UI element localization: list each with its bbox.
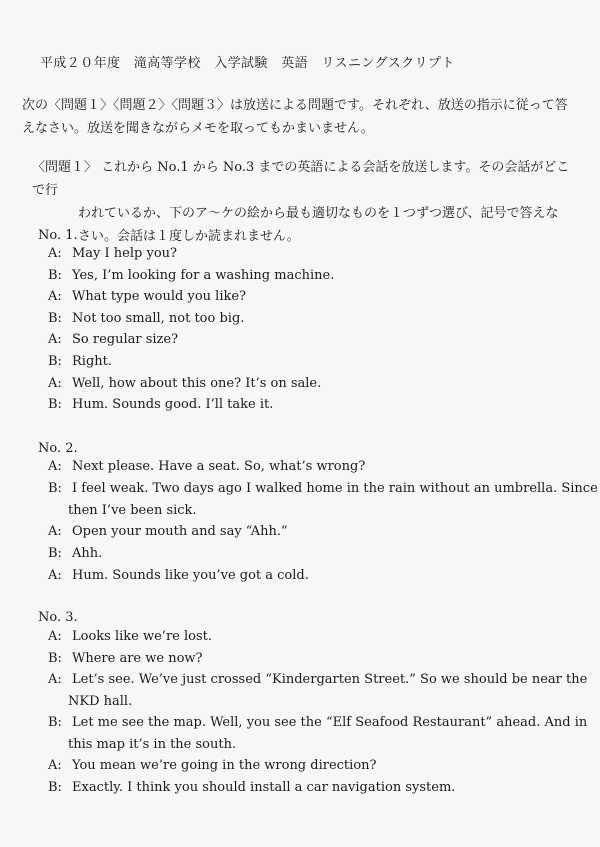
dialogue-line [48, 626, 568, 648]
dialogue-text: Not too small, not too big. [72, 310, 245, 326]
dialogue-text: Let me see the map. Well, you see the “Elf Seafood Restaurant” ahead. And in [72, 715, 588, 730]
speaker-label: A: [48, 289, 62, 305]
speaker-label: B: [48, 715, 62, 730]
dialogue-text: NKD hall. [68, 693, 133, 709]
speaker-label: A: [48, 459, 62, 474]
dialogue-text: Well, how about this one? It’s on sale. [72, 375, 322, 391]
speaker-label: A: [48, 758, 62, 773]
dialogue-text: then I’ve been sick. [68, 502, 197, 518]
speaker-label: B: [48, 650, 62, 666]
speaker-label: B: [48, 310, 62, 326]
speaker-label: B: [48, 546, 62, 562]
dialogue-text: Where are we now? [72, 650, 203, 666]
speaker-label: A: [48, 629, 62, 644]
dialogue-line [48, 669, 588, 691]
dialogue-line [48, 329, 568, 351]
page-title: 平成２０年度 滝高等学校 入学試験 英語 リスニングスクリプト [40, 56, 455, 71]
dialogue-line [48, 543, 568, 565]
dialogue-line [48, 755, 568, 777]
conversation-3-label: No. 3. [38, 610, 78, 625]
dialogue-text: Hum. Sounds like you’ve got a cold. [72, 568, 309, 583]
dialogue-text: Yes, I’m looking for a washing machine. [72, 267, 335, 283]
dialogue-line [48, 265, 568, 287]
dialogue-text: Right. [72, 354, 112, 369]
speaker-label: B: [48, 354, 62, 369]
dialogue-text: May I help you? [72, 246, 177, 261]
dialogue-line [48, 456, 568, 478]
dialogue-line [48, 777, 568, 799]
question-1-instructions [32, 156, 570, 248]
dialogue-line [48, 243, 568, 265]
dialogue-line [48, 565, 568, 587]
dialogue-text: Hum. Sounds good. I’ll take it. [72, 397, 274, 413]
dialogue-text: What type would you like? [72, 289, 247, 305]
dialogue-line [48, 286, 568, 308]
speaker-label: A: [48, 568, 62, 583]
dialogue-text: this map it’s in the south. [68, 736, 237, 752]
dialogue-line [48, 478, 598, 500]
dialogue-line [48, 308, 568, 330]
dialogue-line [48, 712, 588, 734]
question-1-first-line: 〈問題１〉 これから No.1 から No.3 までの英語による会話を放送します。その会話がどこで行 [32, 160, 570, 198]
speaker-label: A: [48, 246, 62, 261]
dialogue-text: Let’s see. We’ve just crossed “Kindergarten Street.” So we should be near the [72, 672, 588, 687]
dialogue-line [48, 351, 568, 373]
dialogue-text: Looks like we’re lost. [72, 629, 212, 644]
speaker-label: B: [48, 480, 62, 496]
dialogue-text: Next please. Have a seat. So, what’s wrong? [72, 459, 366, 474]
speaker-label: B: [48, 397, 62, 413]
dialogue-continuation [68, 734, 236, 756]
speaker-label: A: [48, 672, 62, 687]
dialogue-text: So regular size? [72, 332, 179, 348]
speaker-label: A: [48, 524, 62, 540]
speaker-label: A: [48, 332, 62, 348]
intro-paragraph: 次の〈問題１〉〈問題２〉〈問題３〉は放送による問題です。それぞれ、放送の指示に従って答えなさい。放送を聞きながらメモを取ってもかまいません。 [22, 98, 568, 136]
dialogue-continuation [68, 691, 132, 713]
dialogue-line [48, 394, 568, 416]
dialogue-line [48, 521, 568, 543]
dialogue-text: You mean we’re going in the wrong direction? [72, 758, 377, 773]
conversation-2-label: No. 2. [38, 441, 78, 456]
speaker-label: B: [48, 267, 62, 283]
speaker-label: B: [48, 779, 62, 795]
dialogue-line [48, 373, 568, 395]
dialogue-continuation [68, 500, 197, 522]
dialogue-text: I feel weak. Two days ago I walked home in the rain without an umbrella. Since [72, 480, 598, 496]
dialogue-text: Ahh. [72, 546, 103, 562]
dialogue-line [48, 648, 568, 670]
dialogue-text: Exactly. I think you should install a car navigation system. [72, 779, 456, 795]
question-1-continuation: われているか、下のア〜ケの絵から最も適切なものを１つずつ選び、記号で答えなさい。会話は１度しか読まれません。 [78, 206, 559, 244]
conversation-1-label: No. 1. [38, 228, 78, 243]
speaker-label: A: [48, 375, 62, 391]
dialogue-text: Open your mouth and say “Ahh.” [72, 524, 288, 540]
